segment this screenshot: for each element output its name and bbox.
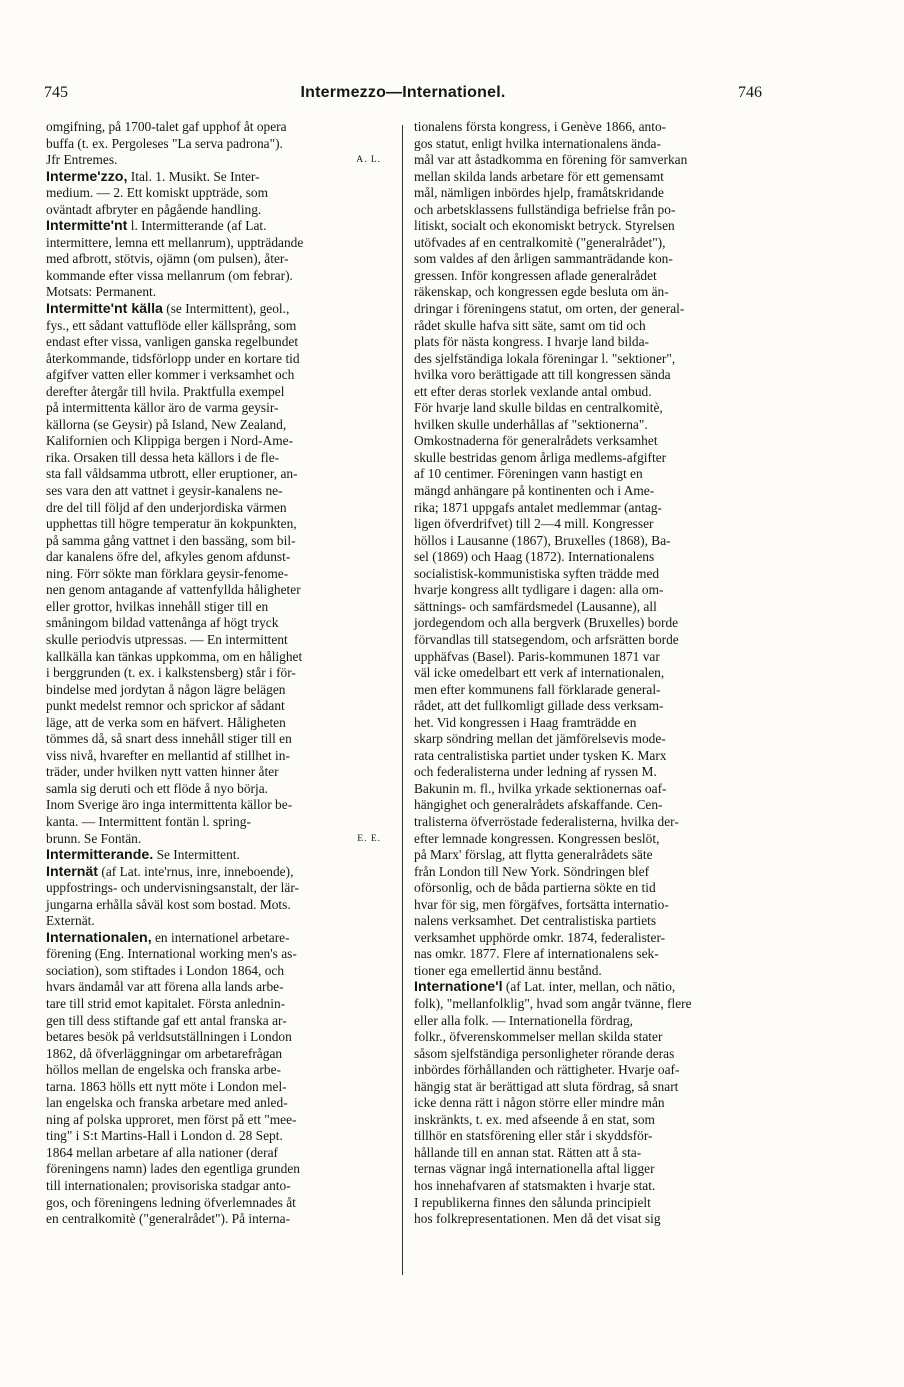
text-line — [46, 1062, 391, 1079]
line-text: rika; 1871 uppgafs antalet medlemmar (antag- — [414, 499, 663, 515]
text-line — [414, 1112, 759, 1129]
text-line — [414, 649, 759, 666]
text-line — [414, 351, 759, 368]
text-line — [414, 880, 759, 897]
text-line — [414, 731, 759, 748]
text-line — [414, 483, 759, 500]
text-line — [46, 152, 391, 169]
text-line — [46, 202, 391, 219]
line-text: folk), "mellanfolklig", hvad som angår tvänne, flere — [414, 995, 692, 1011]
line-text: Kalifornien och Klippiga bergen i Nord-Ame- — [46, 433, 294, 449]
line-text: återkommande, tidsförlopp under en kortare tid — [46, 350, 300, 366]
line-text: mellan skilda lands arbetare för ett gemensamt — [414, 168, 664, 184]
line-text: en internationel arbetare- — [151, 929, 290, 945]
line-text: jungarna erhålla såväl kost som bostad. Mots. — [46, 896, 291, 912]
text-line — [414, 979, 759, 996]
line-text: hvar för sig, men förgäfves, fortsätta internatio- — [414, 896, 669, 912]
line-text: hängighet och generalrådets afskaffande. Cen- — [414, 797, 663, 813]
text-line — [414, 632, 759, 649]
text-line — [414, 897, 759, 914]
text-line — [414, 1195, 759, 1212]
line-text: gos, och föreningens ledning öfverlemnades åt — [46, 1194, 296, 1210]
line-text: sättnings- och samfärdsmedel (Lausanne), all — [414, 598, 657, 614]
line-text: (af Lat. inter, mellan, och nātio, — [502, 979, 676, 995]
line-text: förvandlas till statsegendom, och arfsrätten borde — [414, 631, 679, 647]
line-text: med afbrott, stötvis, ojämn (om pulsen), åter- — [46, 251, 289, 267]
text-line — [46, 549, 391, 566]
line-text: hvars ändamål var att förena alla lands arbe- — [46, 979, 284, 995]
line-text: källorna (se Geysir) på Island, New Zealand, — [46, 416, 287, 432]
running-header — [44, 84, 762, 108]
line-text: såsom sjelfständiga personligheter rörande deras — [414, 1045, 675, 1061]
line-text: mängd anhängare på kontinenten och i Ame- — [414, 483, 655, 499]
text-line — [46, 698, 391, 715]
entry-headword: Interme'zzo, — [46, 168, 128, 185]
line-text: I republikerna finnes den sålunda principielt — [414, 1194, 651, 1210]
line-text: höllos i Lausanne (1867), Bruxelles (1868), Ba- — [414, 532, 671, 548]
line-text: men efter kommunens fall förklarade general- — [414, 681, 661, 697]
line-text: (se Intermittent), geol., — [162, 301, 290, 317]
text-line — [414, 566, 759, 583]
text-line — [46, 1046, 391, 1063]
text-line — [46, 533, 391, 550]
text-line — [414, 864, 759, 881]
text-line — [414, 268, 759, 285]
line-text: gos statut, enligt hvilka internationalens ända- — [414, 135, 661, 151]
line-text: ning af polska upproret, men först på ett "mee- — [46, 1111, 297, 1127]
text-line — [414, 748, 759, 765]
entry-headword: Internät — [46, 863, 99, 880]
line-text: kommande efter vissa mellanrum (om febrar). — [46, 267, 293, 283]
line-text: upphettas till högre temperatur än kokpunkten, — [46, 516, 297, 532]
line-text: Inom Sverige äro inga intermittenta källor be- — [46, 797, 293, 813]
text-line — [414, 367, 759, 384]
line-text: Externät. — [46, 913, 95, 929]
dictionary-entry — [414, 979, 759, 1227]
line-text: Ital. 1. Musikt. Se Inter- — [127, 168, 260, 184]
entry-headword: Internationalen, — [46, 929, 152, 946]
line-text: hvilka voro berättigade att till kongressen sända — [414, 367, 671, 383]
text-line — [414, 119, 759, 136]
line-text: sta fall våldsamma utbrott, eller eruptioner, an- — [46, 466, 298, 482]
line-text: sociation), som stiftades i London 1864, och — [46, 962, 285, 978]
running-title: Intermezzo—Internationel. — [300, 84, 506, 101]
text-line — [414, 533, 759, 550]
text-line — [46, 731, 391, 748]
text-line — [46, 450, 391, 467]
text-line — [414, 930, 759, 947]
text-line — [46, 1145, 391, 1162]
line-text: jordegendom och alla bergverk (Bruxelles) borde — [414, 615, 679, 631]
line-text: och arbetsklassens fullständiga befrielse från po- — [414, 201, 676, 217]
line-text: eller grottor, hvilkas innehåll stiger till en — [46, 598, 269, 614]
text-line — [414, 913, 759, 930]
line-text: i berggrunden (t. ex. i kalkstensberg) står i för- — [46, 665, 296, 681]
text-line — [46, 483, 391, 500]
text-line — [46, 897, 391, 914]
text-line — [414, 781, 759, 798]
line-text: icke denna rätt i någon större eller mindre mån — [414, 1095, 665, 1111]
text-line — [414, 996, 759, 1013]
text-line — [46, 946, 391, 963]
line-text: afgifver vatten eller kommer i verksamhet och — [46, 367, 295, 383]
line-text: hvarje kongress allt tydligare i dagen: alla om- — [414, 582, 664, 598]
text-line — [46, 682, 391, 699]
text-line — [46, 367, 391, 384]
page-number-left: 745 — [44, 84, 68, 101]
text-line — [414, 582, 759, 599]
line-text: derefter återgår till hvila. Praktfulla exempel — [46, 383, 285, 399]
text-line — [414, 1013, 759, 1030]
line-text: eller alla folk. — Internationella fördrag, — [414, 1012, 633, 1028]
line-text: och federalisterna under ledning af ryssen M. — [414, 764, 657, 780]
text-line — [414, 516, 759, 533]
line-text: Bakunin m. fl., hvilka yrkade sektionernas oaf- — [414, 780, 667, 796]
line-text: tralisterna öfverröstade federalisterna, hvilka der- — [414, 813, 679, 829]
text-line — [414, 1046, 759, 1063]
text-line — [46, 979, 391, 996]
line-text: het. Vid kongressen i Haag framträdde en — [414, 714, 637, 730]
line-text: litiskt, socialt och ekonomiskt betryck. Styrelsen — [414, 218, 675, 234]
text-line — [414, 682, 759, 699]
dictionary-entry — [46, 864, 391, 930]
line-text: plats för nästa kongress. I hvarje land bilda- — [414, 334, 650, 350]
line-text: ternas vägnar ingå internationella aftal ligger — [414, 1161, 655, 1177]
line-text: ett efter deras storlek vexlande antal ombud. — [414, 383, 652, 399]
line-text: samla sig deruti och ett flöde å nyo börja. — [46, 780, 268, 796]
text-line — [46, 500, 391, 517]
line-text: För hvarje land skulle bildas en centralkomitè, — [414, 400, 663, 416]
text-line — [414, 698, 759, 715]
text-line — [414, 599, 759, 616]
text-line — [46, 433, 391, 450]
line-text: hos innehafvaren af statsmakten i hvarje stat. — [414, 1178, 656, 1193]
line-text: på intermittenta källor äro de varma geysir- — [46, 400, 279, 416]
line-text: mål var att åstadkomma en förening för samverkan — [414, 152, 688, 168]
text-line — [414, 764, 759, 781]
text-line — [46, 136, 391, 153]
line-text: räkenskap, och kongressen egde besluta om än- — [414, 284, 669, 300]
dictionary-entry — [46, 847, 391, 864]
text-line — [46, 748, 391, 765]
text-line — [46, 582, 391, 599]
text-line — [414, 235, 759, 252]
entry-headword: Intermitterande. — [46, 847, 154, 864]
author-signature: A. L. — [356, 155, 381, 166]
text-line — [414, 1079, 759, 1096]
line-text: ses vara den att vattnet i geysir-kanalens ne- — [46, 483, 283, 499]
line-text: tillhör en statsförening eller står i skyddsför- — [414, 1128, 653, 1144]
text-line — [46, 781, 391, 798]
text-line — [414, 417, 759, 434]
text-line — [46, 384, 391, 401]
line-text: på Marx' förslag, att flytta generalrådets säte — [414, 847, 653, 863]
line-text: förening (Eng. International working men's as- — [46, 946, 297, 962]
text-line — [46, 268, 391, 285]
text-line — [46, 1112, 391, 1129]
text-line — [414, 831, 759, 848]
line-text: Jfr Entremes. — [46, 152, 118, 168]
line-text: från London till New York. Söndringen blef — [414, 863, 650, 879]
text-line — [414, 450, 759, 467]
line-text: endast efter vissa, vanligen ganska regelbundet — [46, 334, 299, 350]
entry-headword: Intermitte'nt källa — [46, 301, 163, 318]
line-text: skulle bestridas genom årliga medlems-afgifter — [414, 449, 667, 465]
text-line — [414, 318, 759, 335]
text-line — [46, 797, 391, 814]
text-line — [46, 218, 391, 235]
text-line — [46, 351, 391, 368]
text-line — [46, 301, 391, 318]
line-text: folkr., öfverenskommelser mellan skilda stater — [414, 1029, 663, 1045]
line-text: hvilken skulle underhållas af "sektionerna". — [414, 416, 648, 432]
dictionary-entry — [46, 301, 391, 847]
text-line — [46, 913, 391, 930]
text-line — [414, 301, 759, 318]
text-line — [414, 847, 759, 864]
column-divider — [402, 125, 403, 1275]
text-line — [46, 880, 391, 897]
line-text: föreningens namn) lades den egentliga grunden — [46, 1161, 300, 1177]
line-text: kanta. — Intermittent fontän l. spring- — [46, 813, 251, 829]
line-text: upphäfvas (Basel). Paris-kommunen 1871 var — [414, 648, 660, 664]
line-text: brunn. Se Fontän. — [46, 830, 142, 846]
line-text: betares besök på verldsutställningen i London — [46, 1029, 292, 1045]
text-line — [46, 284, 391, 301]
line-text: af 10 centimer. Föreningen vann hastigt en — [414, 466, 643, 482]
line-text: oväntadt afbryter en pågående handling. — [46, 201, 262, 217]
text-line — [46, 963, 391, 980]
line-text: småningom bildad vattenånga af högt tryck — [46, 615, 279, 631]
line-text: verksamhet upphörde omkr. 1874, federalister- — [414, 929, 666, 945]
line-text: 1864 mellan arbetare af alla nationer (deraf — [46, 1144, 278, 1160]
line-text: (af Lat. inte'rnus, inre, inneboende), — [98, 863, 294, 879]
line-text: sel (1869) och Haag (1872). Internationalens — [414, 549, 655, 565]
text-line — [46, 864, 391, 881]
line-text: socialistisk-kommunistiska syften trädde med — [414, 565, 660, 581]
line-text: träder, under hvilken nytt vatten hinner åter — [46, 764, 279, 780]
dictionary-entry — [46, 930, 391, 1228]
line-text: hos folkrepresentationen. Men då det visat sig — [414, 1211, 661, 1227]
text-line — [414, 251, 759, 268]
line-text: gressen. Inför kongressen aflade generalrådet — [414, 267, 657, 283]
text-line — [414, 715, 759, 732]
line-text: lan engelska och franska arbetare med anled- — [46, 1095, 288, 1111]
text-line — [414, 169, 759, 186]
text-line — [46, 334, 391, 351]
text-line — [414, 946, 759, 963]
line-text: utöfvades af en centralkomitè ("generalrådet"), — [414, 234, 666, 250]
line-text: fys., ett sådant vattuflöde eller källsprång, som — [46, 317, 297, 333]
text-line — [46, 566, 391, 583]
text-line — [46, 400, 391, 417]
text-line — [46, 1178, 391, 1195]
text-line — [46, 814, 391, 831]
line-text: rika. Orsaken till dessa heta källors i de fle- — [46, 449, 280, 465]
line-text: nas omkr. 1877. Flere af internationalens sek- — [414, 946, 659, 962]
text-line — [46, 1029, 391, 1046]
line-text: kallkälla kan tänkas uppkomma, om en hålighet — [46, 648, 303, 664]
line-text: tarna. 1863 hölls ett nytt möte i London mel- — [46, 1078, 287, 1094]
line-text: Se Intermittent. — [153, 847, 240, 863]
text-line — [46, 665, 391, 682]
entry-headword: Intermitte'nt — [46, 218, 128, 235]
text-line — [414, 384, 759, 401]
text-line — [46, 632, 391, 649]
line-text: Omkostnaderna för generalrådets verksamhet — [414, 433, 658, 449]
text-line — [46, 1161, 391, 1178]
text-line — [46, 1013, 391, 1030]
line-text: uppfostrings- och undervisningsanstalt, der lär- — [46, 880, 299, 896]
text-line — [414, 814, 759, 831]
line-text: oförsonlig, och de båda partierna sökte en tid — [414, 880, 656, 896]
line-text: inbördes förhållanden och rättigheter. Hvarje oaf- — [414, 1062, 680, 1078]
left-column — [46, 119, 391, 1228]
line-text: dar kanalens öfre del, afkyles genom afdunst- — [46, 549, 291, 565]
text-line — [46, 251, 391, 268]
line-text: rata centralistiska partiet under tysken K. Marx — [414, 747, 667, 763]
text-line — [414, 963, 759, 980]
text-line — [46, 466, 391, 483]
text-line — [46, 715, 391, 732]
text-line — [414, 400, 759, 417]
line-text: punkt medelst remnor och sprickor af sådant — [46, 698, 285, 714]
text-line — [46, 318, 391, 335]
dictionary-entry — [414, 119, 759, 979]
line-text: efter lemnade kongressen. Kongressen beslöt, — [414, 830, 660, 846]
line-text: gen till dess stiftande gaf ett antal franska ar- — [46, 1012, 287, 1028]
author-signature: E. E. — [357, 833, 381, 844]
line-text: rådet skulle hafva sitt säte, samt om tid och — [414, 317, 646, 333]
dictionary-entry — [46, 169, 391, 219]
line-text: skulle periodvis utpressas. — En intermittent — [46, 631, 288, 647]
line-text: buffa (t. ex. Pergoleses "La serva padrona"). — [46, 135, 283, 151]
text-line — [414, 615, 759, 632]
text-line — [46, 235, 391, 252]
entry-headword: Internatione'l — [414, 979, 503, 996]
line-text: hängig stat är berättigad att sluta fördrag, så snart — [414, 1078, 679, 1094]
text-line — [414, 1211, 759, 1228]
line-text: som valdes af den årligen sammanträdande kon- — [414, 251, 673, 267]
text-line — [46, 1128, 391, 1145]
text-line — [414, 1062, 759, 1079]
dictionary-entry — [46, 119, 391, 169]
text-line — [46, 516, 391, 533]
text-line — [46, 615, 391, 632]
line-text: en centralkomitè ("generalrådet"). På interna- — [46, 1211, 291, 1227]
text-line — [414, 136, 759, 153]
text-line — [46, 599, 391, 616]
line-text: ting" i S:t Martins-Hall i London d. 28 Sept. — [46, 1128, 283, 1144]
line-text: omgifning, på 1700-talet gaf upphof åt opera — [46, 119, 287, 134]
line-text: väl icke omedelbart ett verk af internationalen, — [414, 665, 665, 681]
line-text: nalens verksamhet. Det centralistiska partiets — [414, 913, 657, 929]
text-line — [46, 185, 391, 202]
line-text: medium. — 2. Ett komiskt uppträde, som — [46, 185, 269, 201]
text-line — [414, 1178, 759, 1195]
text-line — [414, 1161, 759, 1178]
text-line — [414, 797, 759, 814]
right-column — [414, 119, 759, 1228]
text-line — [46, 119, 391, 136]
text-line — [414, 1029, 759, 1046]
line-text: l. Intermitterande (af Lat. — [127, 218, 267, 234]
text-line — [414, 218, 759, 235]
text-line — [46, 996, 391, 1013]
text-line — [414, 1128, 759, 1145]
text-line — [414, 549, 759, 566]
text-line — [414, 185, 759, 202]
text-line — [46, 1095, 391, 1112]
line-text: intermittere, lemna ett mellanrum), uppträdande — [46, 234, 304, 250]
line-text: ligen öfverdrifvet) till 2—4 mill. Kongresser — [414, 516, 654, 532]
line-text: bindelse med jordytan å någon lägre belägen — [46, 681, 286, 697]
text-line — [46, 1079, 391, 1096]
line-text: till internationalen; provisoriska stadgar anto- — [46, 1178, 291, 1193]
line-text: på samma gång vattnet i den bassäng, som bil- — [46, 532, 296, 548]
line-text: tionalens första kongress, i Genève 1866, anto- — [414, 119, 667, 134]
page-number-right: 746 — [738, 84, 762, 101]
text-line — [46, 1211, 391, 1228]
line-text: des sjelfständiga lokala föreningar l. "sektioner", — [414, 350, 676, 366]
line-text: hållande till en annan stat. Rätten att å sta- — [414, 1144, 642, 1160]
line-text: 1862, då öfverläggningar om arbetarefrågan — [46, 1045, 283, 1061]
text-line — [414, 334, 759, 351]
line-text: rådet, att det fullkomligt gillade dess verksam- — [414, 698, 664, 714]
text-line — [414, 1095, 759, 1112]
line-text: mål, nämligen inbördes hjelp, framåtskridande — [414, 185, 664, 201]
text-line — [46, 649, 391, 666]
line-text: dre del till följd af den underjordiska värmen — [46, 499, 287, 515]
text-line — [46, 930, 391, 947]
text-line — [46, 847, 391, 864]
line-text: skarp söndring mellan det jämförelsevis mode- — [414, 731, 666, 747]
text-line — [46, 764, 391, 781]
line-text: ning. Förr sökte man förklara geysir-fenome- — [46, 565, 289, 581]
line-text: nen genom antagande af vattenfyllda håligheter — [46, 582, 301, 598]
text-line — [46, 1195, 391, 1212]
text-line — [414, 433, 759, 450]
text-line — [46, 417, 391, 434]
text-line — [414, 500, 759, 517]
line-text: läge, att de verka som en häfvert. Håligheten — [46, 714, 286, 730]
line-text: inskränkts, t. ex. med afseende å en stat, som — [414, 1111, 655, 1127]
dictionary-entry — [46, 218, 391, 301]
line-text: tare till strid emot kapitalet. Första anlednin- — [46, 995, 286, 1011]
text-line — [414, 202, 759, 219]
line-text: tioner ega emellertid ännu bestånd. — [414, 962, 602, 978]
text-line — [414, 1145, 759, 1162]
line-text: höllos mellan de engelska och franska arbe- — [46, 1062, 281, 1078]
text-line — [414, 466, 759, 483]
text-line — [46, 831, 391, 848]
line-text: dringar i föreningens statut, om orten, der general- — [414, 301, 685, 317]
line-text: tömmes då, så snart dess innehåll stiger till en — [46, 731, 292, 747]
line-text: viss nivå, hvarefter en mellantid af stillhet in- — [46, 747, 290, 763]
text-line — [414, 152, 759, 169]
line-text: Motsats: Permanent. — [46, 284, 157, 300]
text-line — [46, 169, 391, 186]
text-line — [414, 284, 759, 301]
text-line — [414, 665, 759, 682]
